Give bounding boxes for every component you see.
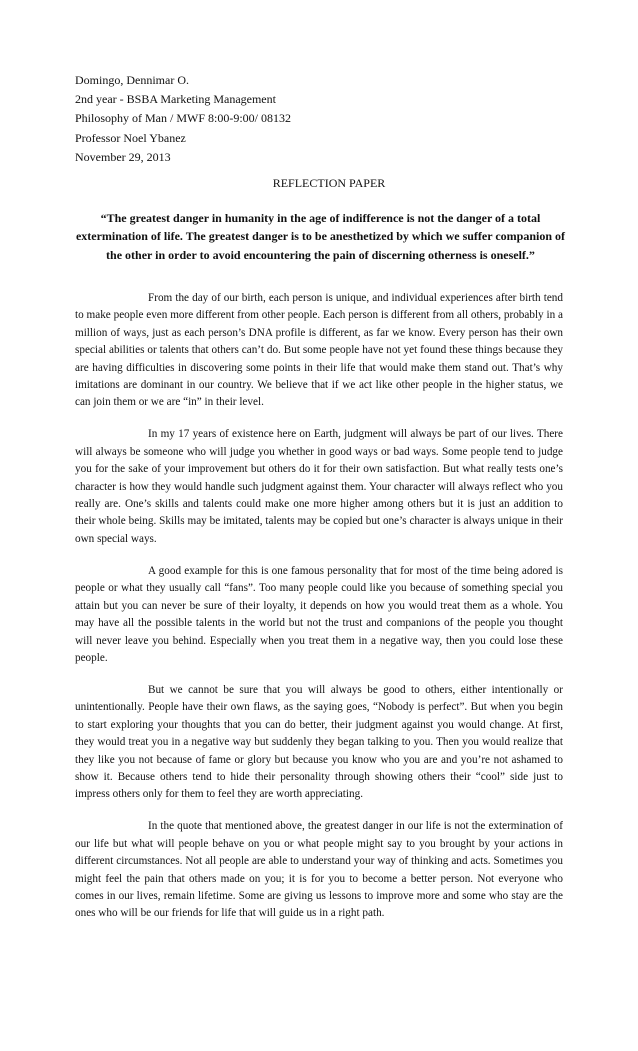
course-line: 2nd year - BSBA Marketing Management — [75, 92, 276, 107]
paragraph: In the quote that mentioned above, the greatest danger in our life is not the extermination of our life but what will people behave on you or what people might say to you brought by your actions in different circumstances. Not all people are able to understand your way of thinking and acts. Sometimes you might feel the pain that others made on you; it is for you to become a better person. Not everyone who comes in our lives, remain lifetime. Some are giving us lessons to improve more and some who stay are the ones who will be our friends for life that will guide us in a right path. — [75, 820, 563, 920]
author-name: Domingo, Dennimar O. — [75, 73, 189, 87]
date-line: November 29, 2013 — [75, 149, 171, 164]
document-title: REFLECTION PAPER — [272, 176, 386, 190]
paragraph: But we cannot be sure that you will always be good to others, either intentionally or unintentionally. People have their own flaws, as the saying goes, “Nobody is perfect”. But when you begin to start exploring your thoughts that you can do better, their judgment against you would change. At first, they would treat you in a negative way but suddenly they began talking to you. Then you would realize that they like you not because of fame or glory but because you know who you are and you’re not ashamed to show it. Because others tend to hide their personality through showing others their “cool” side just to impress others only for them to feel they are worth appreciating. — [75, 683, 563, 801]
paragraph: A good example for this is one famous personality that for most of the time being adored is people or what they usually call “fans”. Too many people could like you because of something special you attain but you can never be sure of their loyalty, it depends on how you would treat them as a whole. You may have all the possible talents in the world but not the trust and companions of the people you thought will never leave you behind. Especially when you treat them in a negative way, then you could lose these people. — [75, 564, 563, 664]
paragraph: From the day of our birth, each person is unique, and individual experiences after birth tend to make people even more different from other people. Each person is different from all others, probably in a million of ways, just as each person’s DNA profile is different, as far we know. Every person has their own special abilities or talents that others can’t do. But some people have not yet found these things because they are having difficulties in discovering some points in their life that would make them stand out. That’s why imitations are dominant in our country. We believe that if we act like other people in the higher status, we can join them or we are “in” in their level. — [75, 292, 563, 409]
professor-line: Professor Noel Ybanez — [75, 130, 186, 145]
body-text — [75, 290, 563, 937]
author-header — [75, 71, 555, 167]
paragraph: In my 17 years of existence here on Earth, judgment will always be part of our lives. There will always be someone who will judge you whether in good ways or bad ways. Some people tend to judge you for the sake of your improvement but others do it for their own satisfaction. But what really tests one’s character is how they would handle such judgment against them. Your character will always reflect who you really are. One’s skills and talents could make one more higher among others but it is just an addition to their whole being. Skills may be imitated, talents may be copied but one’s character is always unique in their own special ways. — [75, 428, 563, 545]
epigraph-quote: “The greatest danger in humanity in the age of indifference is not the danger of a total extermination of life. The greatest danger is to be anesthetized by which we suffer companion of the other in order to avoid encountering the pain of discerning otherness is oneself.” — [75, 211, 566, 262]
subject-line: Philosophy of Man / MWF 8:00-9:00/ 08132 — [75, 111, 292, 126]
